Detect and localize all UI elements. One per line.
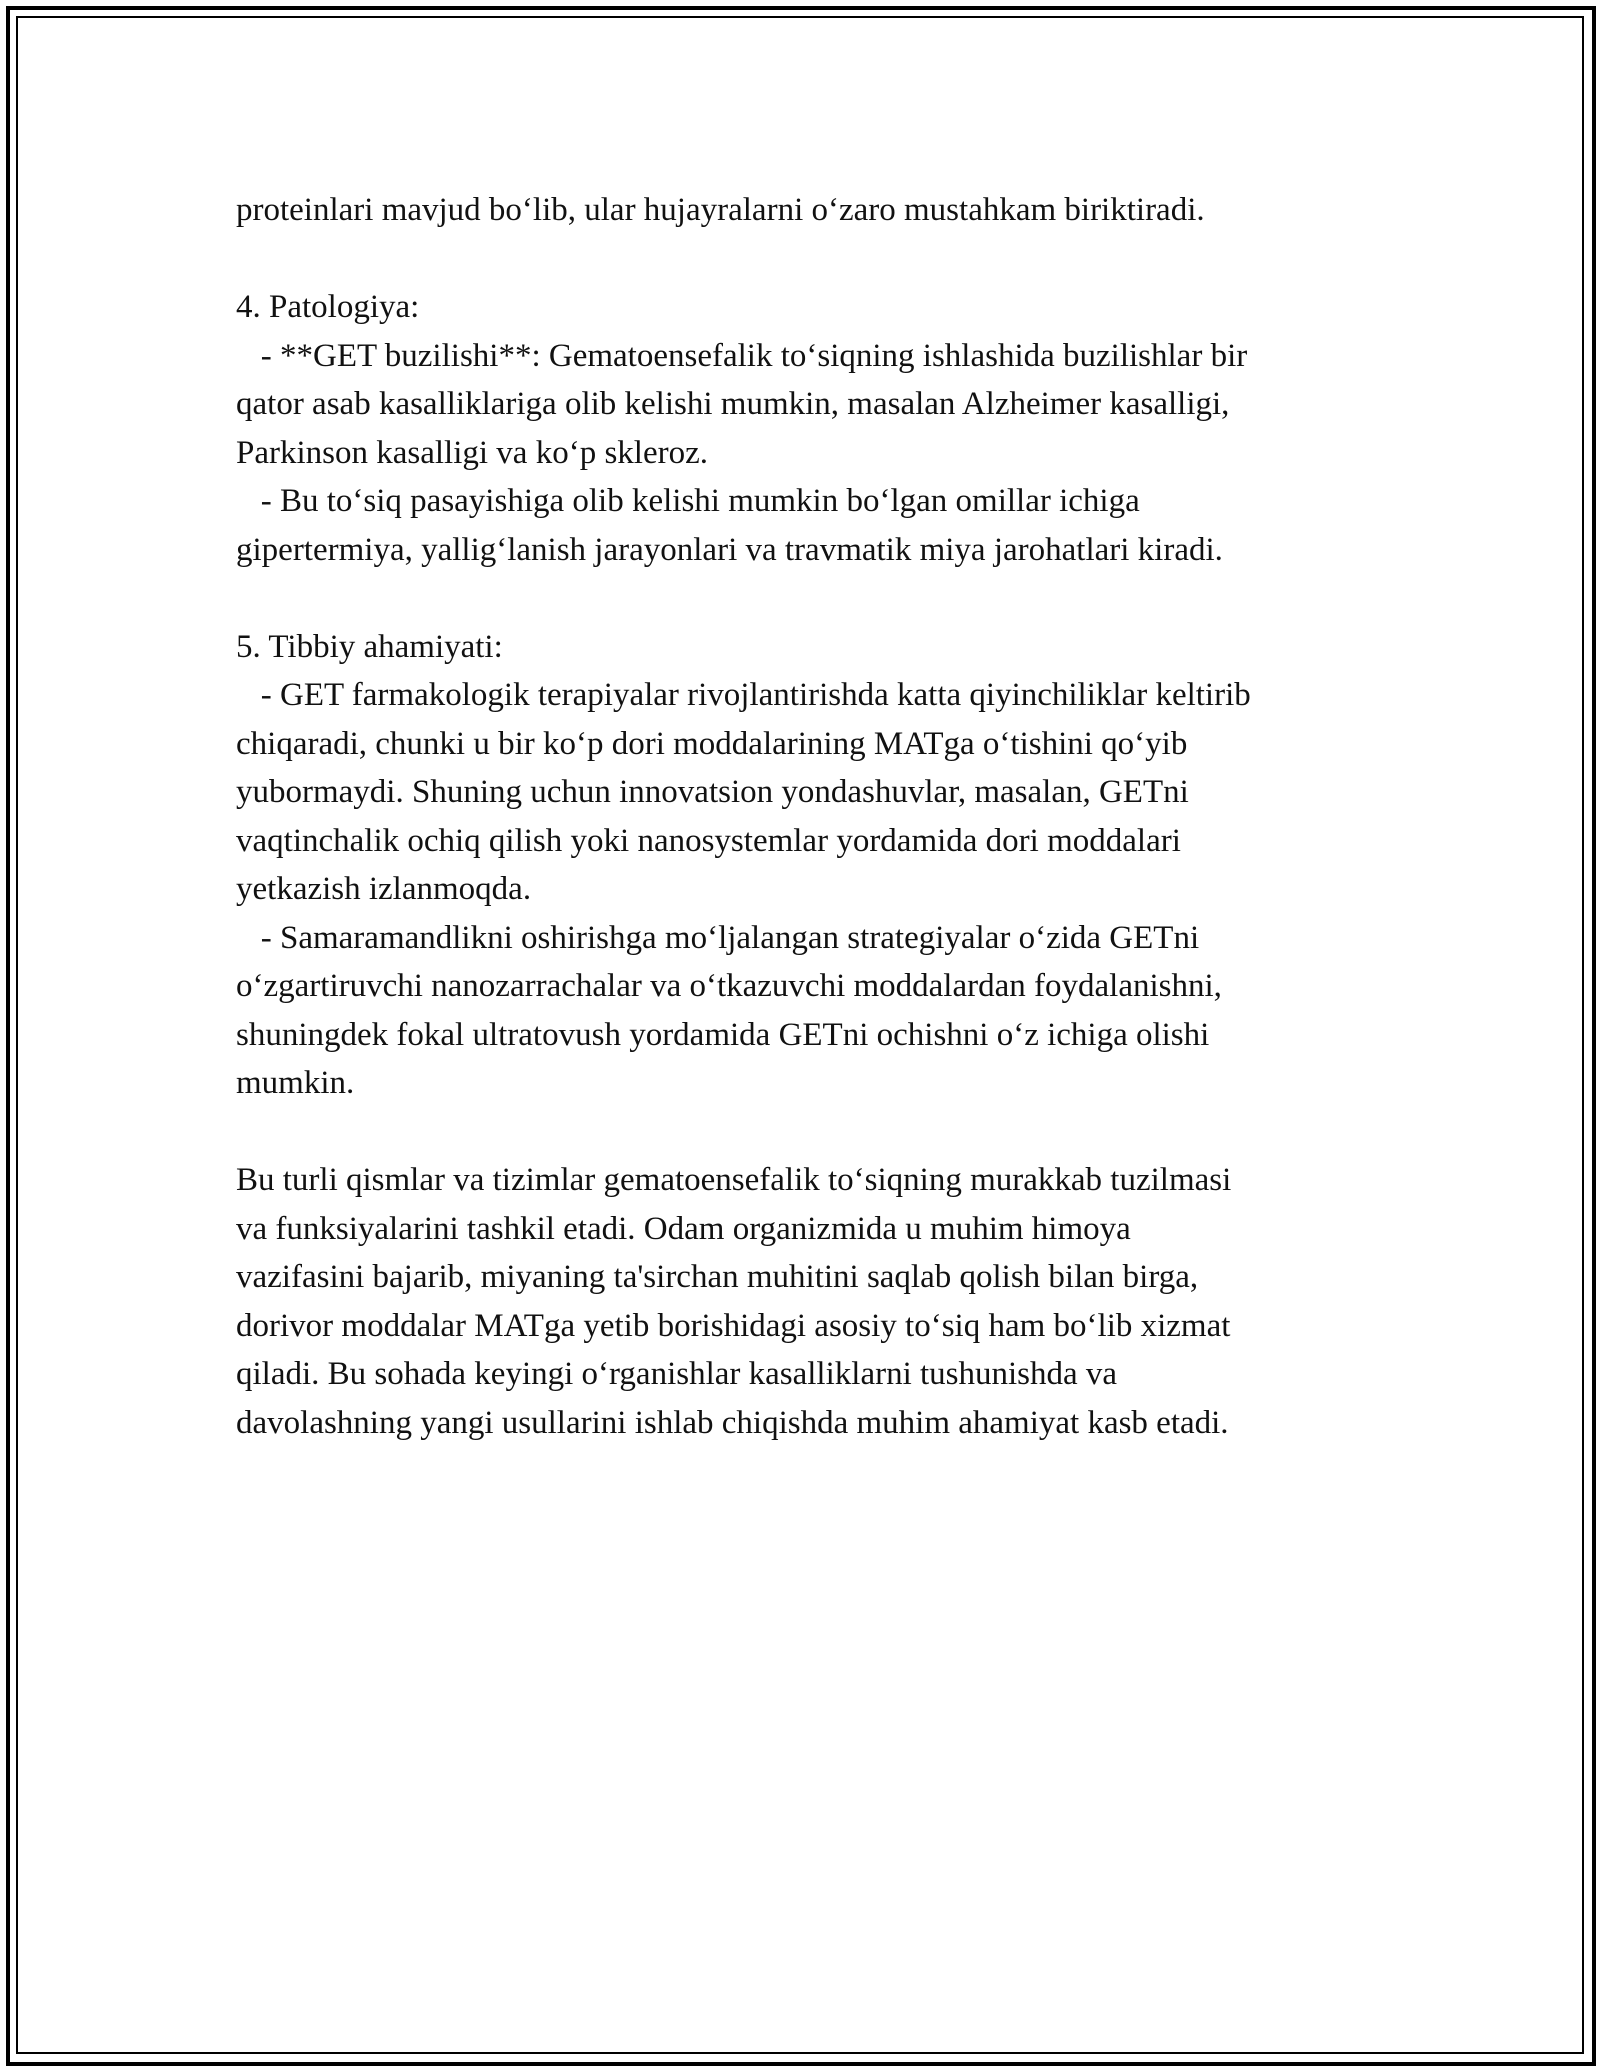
text-line: yubormaydi. Shuning uchun innovatsion yondashuvlar, masalan, GETni [236,774,1189,810]
text-line: shuningdek fokal ultratovush yordamida GETni ochishni o‘z ichiga olishi [236,1016,1210,1053]
text-line: - GET farmakologik terapiyalar rivojlantirishda katta qiyinchiliklar keltirib [236,677,1251,713]
text-line: vaqtinchalik ochiq qilish yoki nanosystemlar yordamida dori moddalari [236,822,1181,859]
text-line: mumkin. [236,1065,355,1101]
section-tibbiy-ahamiyati [236,623,1376,1108]
text-line: - Bu to‘siq pasayishiga olib kelishi mumkin bo‘lgan omillar ichiga [236,483,1140,519]
text-line: qator asab kasalliklariga olib kelishi mumkin, masalan Alzheimer kasalligi, [236,386,1230,422]
text-line: Bu turli qismlar va tizimlar gematoensefalik to‘siqning murakkab tuzilmasi [236,1162,1232,1198]
paragraph-conclusion [236,1156,1376,1447]
text-line: - **GET buzilishi**: Gematoensefalik to‘siqning ishlashida buzilishlar bir [236,337,1248,374]
document-body [236,186,1376,1447]
text-line: - Samaramandlikni oshirishga mo‘ljalangan strategiyalar o‘zida GETni [236,919,1200,956]
text-line: vazifasini bajarib, miyaning ta'sirchan muhitini saqlab qolish bilan birga, [236,1259,1199,1295]
text-line: davolashning yangi usullarini ishlab chiqishda muhim ahamiyat kasb etadi. [236,1404,1229,1441]
text-line: dorivor moddalar MATga yetib borishidagi asosiy to‘siq ham bo‘lib xizmat [236,1307,1231,1344]
paragraph-gap [236,574,1376,623]
text-line: Parkinson kasalligi va ko‘p skleroz. [236,434,708,471]
section-heading: 4. Patologiya: [236,289,420,325]
section-patologiya [236,283,1376,574]
text-line: va funksiyalarini tashkil etadi. Odam organizmida u muhim himoya [236,1210,1131,1247]
text-line: yetkazish izlanmoqda. [236,871,532,907]
text-line: o‘zgartiruvchi nanozarrachalar va o‘tkazuvchi moddalardan foydalanishni, [236,968,1222,1004]
text-line: qiladi. Bu sohada keyingi o‘rganishlar kasalliklarni tushunishda va [236,1356,1118,1392]
text-line: proteinlari mavjud bo‘lib, ular hujayralarni o‘zaro mustahkam biriktiradi. [236,192,1205,228]
section-heading: 5. Tibbiy ahamiyati: [236,628,503,665]
paragraph-gap [236,1108,1376,1157]
paragraph-intro-continuation [236,186,1376,235]
paragraph-gap [236,235,1376,284]
text-line: chiqaradi, chunki u bir ko‘p dori moddalarining MATga o‘tishini qo‘yib [236,725,1188,762]
text-line: gipertermiya, yallig‘lanish jarayonlari va travmatik miya jarohatlari kiradi. [236,531,1223,568]
